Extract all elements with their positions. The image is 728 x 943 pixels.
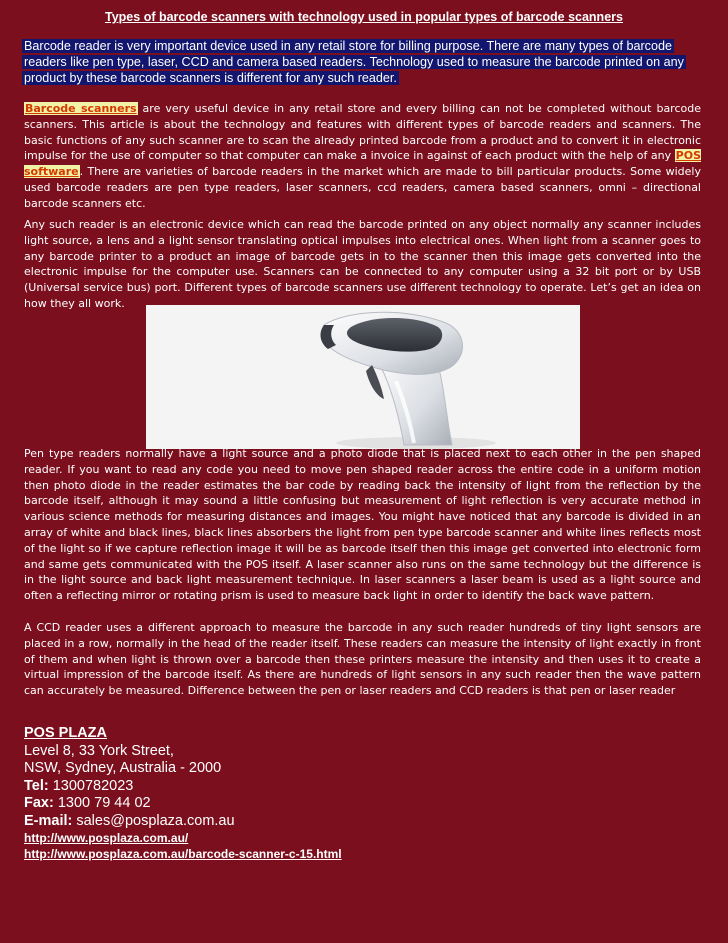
contact-block: [24, 725, 342, 862]
fax-line: [24, 795, 342, 813]
paragraph-reader-device: Any such reader is an electronic device which can read the barcode printed on any object normally any scanner includes light source, a lens and a light sensor translating optical impulses into electrical ones. When light from a scanner goes to any barcode printer to a product an image of barcode gets in to the scanner then this image gets converted into the electronic impulse for the computer use. Scanners can be connected to any computer using a 32 bit port or by USB (Universal service bus) port. Different types of barcode scanners use different technology to operate. Let’s get an idea on how they all work.: [24, 218, 701, 310]
intro-paragraph: [22, 38, 702, 86]
telephone-line: [24, 778, 342, 796]
paragraph-text: . There are varieties of barcode readers in the market which are made to bill particular products. Some widely used barcode readers are pen type readers, laser scanners, ccd readers, camera based scanners, omni – directional barcode scanners etc.: [24, 165, 701, 210]
paragraph-text: are very useful device in any retail store and every billing can not be completed without barcode scanners. This article is about the technology and features with different types of barcode readers and scanners. The basic functions of any such scanner are to scan the already printed barcode from a product and to convert it in electronic impulse for the use of computer so that computer can make a invoice in against of each product with the help of any: [24, 102, 701, 163]
website-link[interactable]: http://www.posplaza.com.au/: [24, 831, 189, 845]
email-label: E-mail:: [24, 812, 73, 829]
barcode-scanner-category-link[interactable]: http://www.posplaza.com.au/barcode-scanner-c-15.html: [24, 847, 342, 861]
paragraph-ccd-reader: A CCD reader uses a different approach to measure the barcode in any such reader hundreds of tiny light sensors are placed in a row, normally in the head of the reader itself. These readers can measure the intensity of light exactly in front of them and when light is thrown over a barcode then these printers measure the intensity and then uses it to create a virtual impression of the barcode itself. As there are hundreds of light sensors in any such reader then the wave pattern can accurately be measured. Difference between the pen or laser readers and CCD readers is that pen or laser reader: [24, 621, 701, 698]
fax-value: 1300 79 44 02: [53, 795, 151, 811]
barcode-scanners-link[interactable]: Barcode scanners: [25, 102, 137, 115]
barcode-scanner-illustration: [146, 305, 580, 449]
tel-value: 1300782023: [48, 777, 134, 794]
page-title: Types of barcode scanners with technology used in popular types of barcode scanners: [105, 10, 623, 24]
pos-software-link[interactable]: POS software: [24, 149, 701, 179]
tel-label: Tel:: [24, 777, 49, 794]
company-name: POS PLAZA: [24, 725, 107, 741]
paragraph-barcode-scanners: [24, 101, 701, 212]
email-line: [24, 813, 342, 831]
address-line-2: NSW, Sydney, Australia - 2000: [24, 760, 222, 776]
barcode-scanner-photo: [146, 305, 580, 449]
intro-text: Barcode reader is very important device used in any retail store for billing purpose. There are many types of barcode readers like pen type, laser, CCD and camera based readers. Technology used to measure the barcode printed on any product by these barcode scanners is different for any such reader.: [24, 39, 684, 85]
email-value: sales@posplaza.com.au: [72, 812, 235, 829]
fax-label: Fax:: [24, 795, 54, 811]
paragraph-pen-type-readers: Pen type readers normally have a light source and a photo diode that is placed next to each other in the pen shaped reader. If you want to read any code you need to move pen shaped reader across the entire code in a uniform motion then photo diode in the reader estimates the bar code by reading back the intensity of light from the reflection by the barcode itself, although it may sound a little confusing but measurement of light reflection is very accurate method in various science methods for measuring distances and images. You might have noticed that any barcode is divided in an array of white and black lines, black lines absorbers the light from pen type barcode scanner and white lines reflects most of the light so if we capture reflection image it will be as barcode itself then this image get converted into electronic form and same gets communicated with the POS itself. A laser scanner also runs on the same technology but the difference is in the light source and back light measurement technique. In laser scanners a laser beam is used as a light source and often a reflecting mirror or rotating prism is used to measure back light in order to identify the back wave pattern.: [24, 447, 701, 603]
address-line-1: Level 8, 33 York Street,: [24, 742, 174, 759]
